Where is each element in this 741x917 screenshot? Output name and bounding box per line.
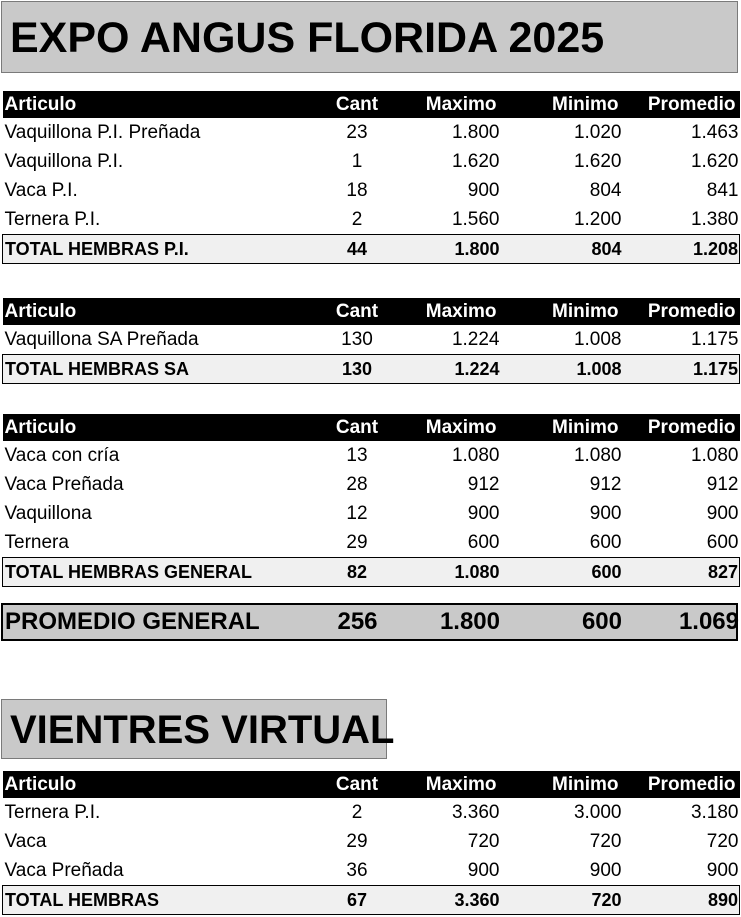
row-minimo: 912	[589, 473, 622, 495]
page-title: EXPO ANGUS FLORIDA 2025	[10, 14, 605, 62]
general-maximo: 1.800	[439, 608, 500, 635]
row-cant: 23	[346, 121, 368, 143]
row-promedio: 3.180	[690, 801, 739, 823]
header-minimo: Minimo	[501, 414, 623, 441]
general-minimo: 600	[581, 608, 622, 635]
row-maximo: 900	[467, 502, 500, 524]
row-articulo: Vaquillona P.I.	[4, 150, 124, 172]
row-articulo: Vaca Preñada	[4, 473, 124, 495]
row-promedio: 841	[706, 179, 739, 201]
row-minimo: 1.008	[573, 328, 622, 350]
row-cant: 28	[346, 473, 368, 495]
total-minimo: 804	[501, 235, 623, 264]
header-cant: Cant	[301, 414, 396, 441]
row-cant: 29	[346, 531, 368, 553]
general-average-table	[3, 605, 740, 639]
general-cant: 256	[337, 608, 378, 635]
total-cant: 67	[301, 886, 396, 915]
total-promedio: 827	[623, 558, 740, 587]
total-label: TOTAL HEMBRAS SA	[3, 355, 301, 384]
table-header-row	[3, 91, 740, 118]
virtual-title: VIENTRES VIRTUAL	[10, 708, 395, 752]
row-maximo: 1.224	[451, 328, 500, 350]
table-row	[3, 441, 740, 470]
table-total-row	[3, 558, 740, 587]
table-total-row	[3, 235, 740, 264]
header-maximo: Maximo	[396, 771, 501, 798]
total-label: TOTAL HEMBRAS GENERAL	[3, 558, 301, 587]
header-promedio: Promedio	[623, 298, 740, 325]
header-minimo: Minimo	[501, 298, 623, 325]
total-maximo: 1.800	[396, 235, 501, 264]
total-promedio: 890	[623, 886, 740, 915]
row-cant: 1	[351, 150, 363, 172]
header-maximo: Maximo	[396, 91, 501, 118]
header-articulo: Articulo	[3, 91, 301, 118]
header-minimo: Minimo	[501, 91, 623, 118]
total-cant: 130	[301, 355, 396, 384]
row-minimo: 1.020	[573, 121, 622, 143]
row-maximo: 720	[467, 830, 500, 852]
row-cant: 18	[346, 179, 368, 201]
total-promedio: 1.175	[623, 355, 740, 384]
row-promedio: 720	[706, 830, 739, 852]
row-maximo: 600	[467, 531, 500, 553]
table-total-row	[3, 355, 740, 384]
row-articulo: Vaca	[4, 830, 47, 852]
title-banner	[1, 1, 738, 73]
row-cant: 13	[346, 444, 368, 466]
row-articulo: Vaquillona	[4, 502, 92, 524]
header-promedio: Promedio	[623, 414, 740, 441]
row-cant: 29	[346, 830, 368, 852]
row-minimo: 1.080	[573, 444, 622, 466]
row-promedio: 900	[706, 859, 739, 881]
total-minimo: 720	[501, 886, 623, 915]
row-maximo: 900	[467, 179, 500, 201]
row-minimo: 1.200	[573, 208, 622, 230]
header-articulo: Articulo	[3, 414, 301, 441]
virtual-price-table	[2, 771, 740, 915]
price-table-2	[2, 298, 740, 384]
total-cant: 82	[301, 558, 396, 587]
header-minimo: Minimo	[501, 771, 623, 798]
row-maximo: 3.360	[451, 801, 500, 823]
total-promedio: 1.208	[623, 235, 740, 264]
row-cant: 130	[341, 328, 373, 350]
total-maximo: 1.224	[396, 355, 501, 384]
table-row	[3, 147, 740, 176]
row-maximo: 1.800	[451, 121, 500, 143]
row-promedio: 1.380	[690, 208, 739, 230]
row-articulo: Ternera P.I.	[4, 801, 101, 823]
general-average-box	[1, 603, 738, 641]
header-articulo: Articulo	[3, 298, 301, 325]
row-minimo: 804	[589, 179, 622, 201]
total-minimo: 1.008	[501, 355, 623, 384]
row-maximo: 900	[467, 859, 500, 881]
table-row	[3, 325, 740, 355]
header-cant: Cant	[301, 298, 396, 325]
row-maximo: 1.560	[451, 208, 500, 230]
header-maximo: Maximo	[396, 414, 501, 441]
row-maximo: 912	[467, 473, 500, 495]
table-total-row	[3, 886, 740, 915]
row-promedio: 1.463	[690, 121, 739, 143]
row-articulo: Ternera P.I.	[4, 208, 101, 230]
row-promedio: 1.080	[690, 444, 739, 466]
table-row	[3, 827, 740, 856]
table-row	[3, 118, 740, 147]
row-minimo: 900	[589, 502, 622, 524]
row-cant: 12	[346, 502, 368, 524]
header-cant: Cant	[301, 771, 396, 798]
row-maximo: 1.080	[451, 444, 500, 466]
table-row	[3, 499, 740, 528]
row-minimo: 900	[589, 859, 622, 881]
table-header-row	[3, 414, 740, 441]
table-row	[3, 528, 740, 558]
total-minimo: 600	[501, 558, 623, 587]
total-label: TOTAL HEMBRAS	[3, 886, 301, 915]
row-cant: 2	[351, 208, 363, 230]
table-header-row	[3, 298, 740, 325]
row-articulo: Vaquillona P.I. Preñada	[4, 121, 201, 143]
table-row	[3, 798, 740, 827]
row-cant: 2	[351, 801, 363, 823]
header-maximo: Maximo	[396, 298, 501, 325]
general-label: PROMEDIO GENERAL	[5, 608, 260, 635]
header-cant: Cant	[301, 91, 396, 118]
row-minimo: 1.620	[573, 150, 622, 172]
row-promedio: 912	[706, 473, 739, 495]
row-articulo: Vaquillona SA Preñada	[4, 328, 199, 350]
row-promedio: 1.175	[690, 328, 739, 350]
row-promedio: 1.620	[690, 150, 739, 172]
header-promedio: Promedio	[623, 771, 740, 798]
total-label: TOTAL HEMBRAS P.I.	[3, 235, 301, 264]
row-articulo: Vaca Preñada	[4, 859, 124, 881]
row-minimo: 3.000	[573, 801, 622, 823]
general-promedio: 1.069	[678, 608, 739, 635]
price-table-3	[2, 414, 740, 587]
table-row	[3, 470, 740, 499]
row-maximo: 1.620	[451, 150, 500, 172]
total-maximo: 3.360	[396, 886, 501, 915]
row-promedio: 900	[706, 502, 739, 524]
row-promedio: 600	[706, 531, 739, 553]
header-promedio: Promedio	[623, 91, 740, 118]
general-average-row	[3, 605, 740, 639]
row-articulo: Ternera	[4, 531, 69, 553]
virtual-title-banner	[1, 699, 395, 759]
row-articulo: Vaca P.I.	[4, 179, 78, 201]
total-cant: 44	[301, 235, 396, 264]
price-table-1	[2, 91, 740, 264]
table-row	[3, 205, 740, 235]
table-header-row	[3, 771, 740, 798]
row-cant: 36	[346, 859, 368, 881]
row-minimo: 600	[589, 531, 622, 553]
table-row	[3, 856, 740, 886]
row-minimo: 720	[589, 830, 622, 852]
total-maximo: 1.080	[396, 558, 501, 587]
table-row	[3, 176, 740, 205]
header-articulo: Articulo	[3, 771, 301, 798]
row-articulo: Vaca con cría	[4, 444, 120, 466]
